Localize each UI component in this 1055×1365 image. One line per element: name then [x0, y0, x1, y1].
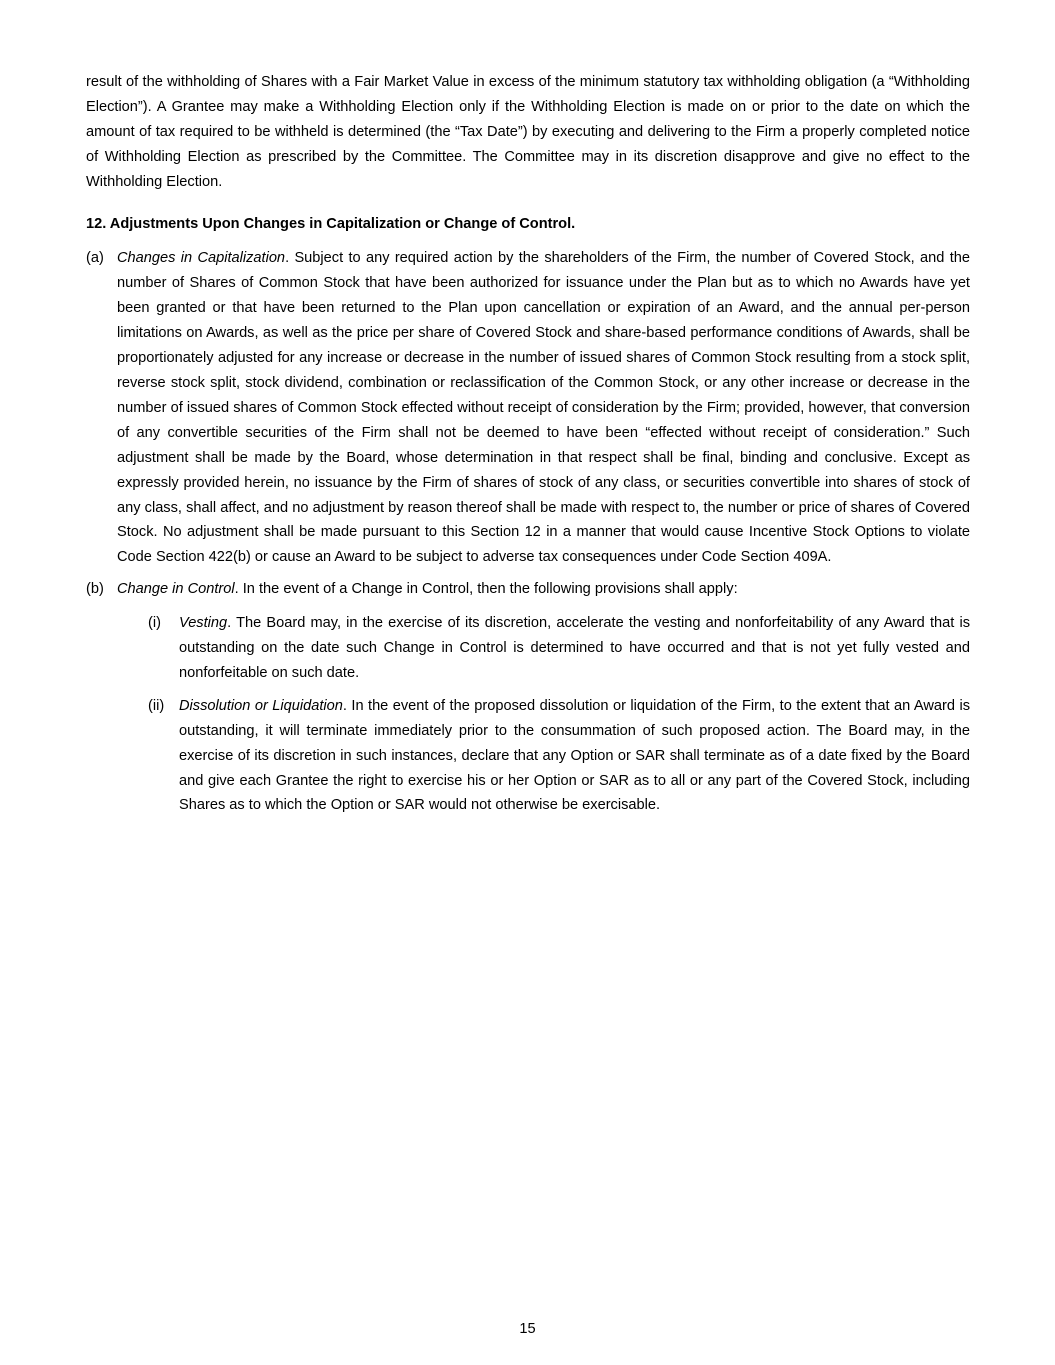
item-b-ii-text: . In the event of the proposed dissolution or liquidation of the Firm, to the extent that an Award is outstanding, it will terminate immediately prior to the consummation of such proposed action. The Board may, in the exercise of its discretion in such instances, declare that any Option or SAR shall terminate as of a date fixed by the Board and give each Grantee the right to exercise his or her Option or SAR as to all or any part of the Covered Stock, including Shares as to which the Option or SAR would not otherwise be exercisable. [179, 697, 971, 814]
item-b-ii-marker: (ii) [148, 697, 165, 714]
item-a-title: Changes in Capitalization [117, 250, 286, 267]
item-b-marker: (b) [86, 581, 104, 598]
item-a [86, 246, 970, 570]
page-number: 15 [519, 1321, 536, 1337]
item-b-i-title: Vesting [179, 615, 228, 632]
item-a-marker: (a) [86, 250, 104, 267]
item-b-ii [86, 694, 970, 819]
intro-paragraph: result of the withholding of Shares with a Fair Market Value in excess of the minimum statutory tax withholding obligation (a “Withholding Election”). A Grantee may make a Withholding Election only if the Withholding Election is made on or prior to the date on which the amount of tax required to be withheld is determined (the “Tax Date”) by executing and delivering to the Firm a properly completed notice of Withholding Election as prescribed by the Committee. The Committee may in its discretion disapprove and give no effect to the Withholding Election. [86, 74, 970, 190]
item-b-i [86, 611, 970, 686]
item-b-ii-title: Dissolution or Liquidation [179, 697, 343, 714]
item-b-title: Change in Control [117, 581, 235, 598]
document-page [86, 70, 970, 826]
item-b-text: . In the event of a Change in Control, then the following provisions shall apply: [234, 581, 738, 598]
item-b [86, 577, 970, 602]
item-b-i-marker: (i) [148, 615, 161, 632]
item-b-i-text: . The Board may, in the exercise of its discretion, accelerate the vesting and nonforfeitability of any Award that is outstanding on the date such Change in Control is determined to have occurred and that is not yet fully vested and nonforfeitable on such date. [179, 615, 970, 681]
section-heading: 12. Adjustments Upon Changes in Capitalization or Change of Control. [86, 215, 576, 232]
item-a-text: . Subject to any required action by the shareholders of the Firm, the number of Covered Stock, and the number of Shares of Common Stock that have been authorized for issuance under the Plan but as to which no Awards have yet been granted or that have been returned to the Plan upon cancellation or expiration of an Award, and the annual per-person limitations on Awards, as well as the price per share of Covered Stock and share-based performance conditions of Awards, shall be proportionately adjusted for any increase or decrease in the number of issued shares of Common Stock resulting from a stock split, reverse stock split, stock dividend, combination or reclassification of the Common Stock, or any other increase or decrease in the number of issued shares of Common Stock effected without receipt of consideration by the Firm; provided, however, that conversion of any convertible securities of the Firm shall not be deemed to have been “effected without receipt of consideration.” Such adjustment shall be made by the Board, whose determination in that respect shall be final, binding and conclusive. Except as expressly provided herein, no issuance by the Firm of shares of stock of any class, or securities convertible into shares of stock of any class, shall affect, and no adjustment by reason thereof shall be made with respect to, the number or price of shares of Covered Stock. No adjustment shall be made pursuant to this Section 12 in a manner that would cause Incentive Stock Options to violate Code Section 422(b) or cause an Award to be subject to adverse tax consequences under Code Section 409A. [117, 250, 971, 566]
